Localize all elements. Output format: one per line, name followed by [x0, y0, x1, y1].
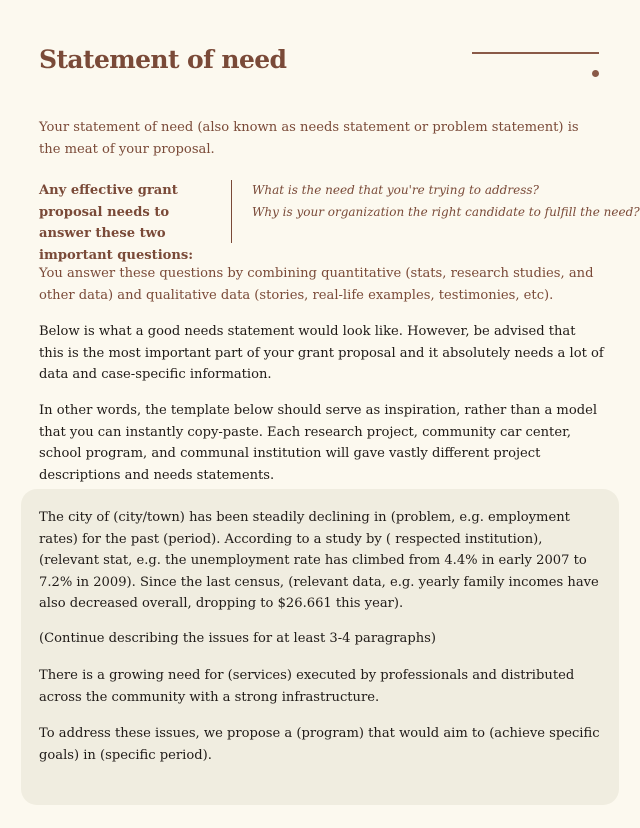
- template-box: [21, 489, 619, 805]
- question-item: Why is your organization the right candidate to fulfill the need?: [252, 204, 640, 219]
- decorative-dot: [592, 70, 599, 77]
- question-item: What is the need that you're trying to address?: [252, 183, 539, 197]
- questions-list: [252, 180, 640, 223]
- body-paragraph: In other words, the template below should serve as inspiration, rather than a model that you can instantly copy-paste. Each research project, community car center, school program, and communal institution will gave vastly different project descriptions and needs statements.: [39, 403, 598, 483]
- template-paragraph: The city of (city/town) has been steadily declining in (problem, e.g. employment rates) for the past (period). According to a study by ( respected institution), (relevant stat, e.g. the unemployment rate has climbed from 4.4% in early 2007 to 7.2% in 2009). Since the last census, (relevant data, e.g. yearly family incomes have also decreased overall, dropping to $26.661 this year).: [39, 510, 599, 611]
- template-paragraph: (Continue describing the issues for at least 3-4 paragraphs): [39, 631, 437, 646]
- page-title: Statement of need: [39, 45, 287, 74]
- questions-lead: Any effective grant proposal needs to answer these two important questions:: [39, 183, 194, 263]
- template-paragraph: There is a growing need for (services) executed by professionals and distributed across the community with a strong infrastructure.: [39, 668, 575, 705]
- intro-paragraph: Your statement of need (also known as needs statement or problem statement) is the meat of your proposal.: [39, 120, 579, 157]
- questions-divider: [231, 180, 232, 243]
- body-paragraph: Below is what a good needs statement would look like. However, be advised that this is the most important part of your grant proposal and it absolutely needs a lot of data and case-specific information.: [39, 324, 604, 382]
- decorative-rule: [472, 52, 599, 54]
- template-paragraph: To address these issues, we propose a (program) that would aim to (achieve specific goals) in (specific period).: [39, 726, 600, 763]
- answer-paragraph: You answer these questions by combining quantitative (stats, research studies, and other data) and qualitative data (stories, real-life examples, testimonies, etc).: [39, 266, 594, 303]
